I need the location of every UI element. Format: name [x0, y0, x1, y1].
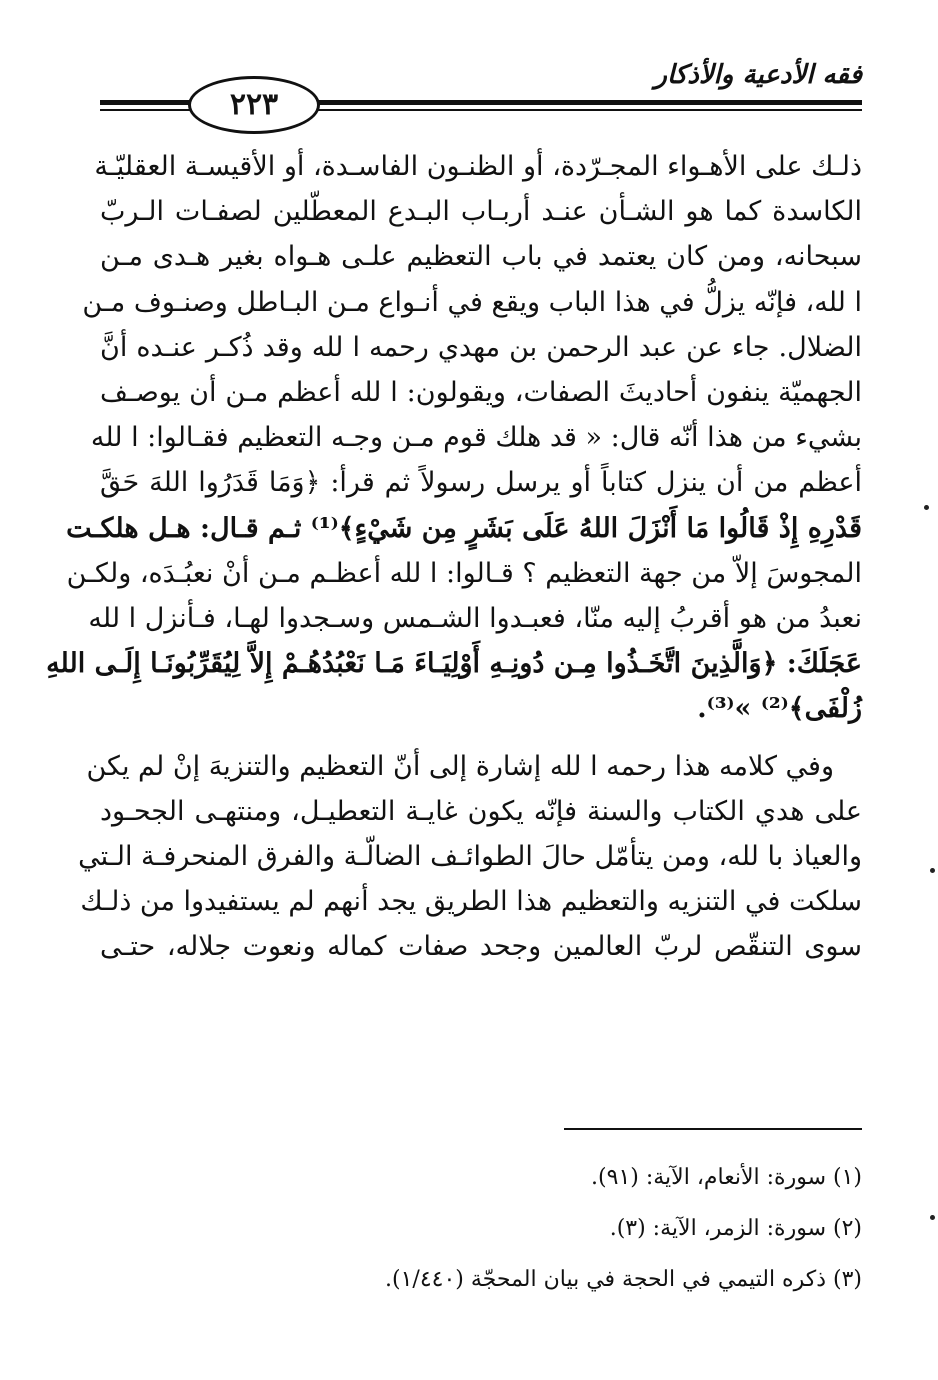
margin-dot: [930, 868, 935, 873]
quran-verse-line: قَدْرِهِ إِذْ قَالُوا مَا أَنْزَلَ اللهُ عَلَى بَشَرٍ مِن شَيْءٍ﴾⁽¹⁾ ثـم قـال: هـل هلكـت: [66, 512, 862, 544]
footnote-separator: [564, 1128, 862, 1130]
text-line: سوى التنقّص لربّ العالمين وجحد صفات كماله ونعوت جلاله، حتـى: [100, 931, 862, 963]
text-line: الجهميّة ينفون أحاديثَ الصفات، ويقولون: ا لله أعظم مـن أن يوصـف: [100, 377, 862, 409]
text-line: الضلال. جاء عن عبد الرحمن بن مهدي رحمه ا لله وقد ذُكـر عنـده أنَّ: [100, 331, 862, 363]
margin-dot: [924, 505, 929, 510]
margin-dot: [930, 1215, 935, 1220]
text-line: أعظم من أن ينزل كتاباً أو يرسل رسولاً ثم قرأ: ﴿وَمَا قَدَرُوا اللهَ حَقَّ: [100, 467, 862, 499]
footnote-2: (٢) سورة: الزمر، الآية: (٣).: [609, 1216, 862, 1241]
text-line: المجوسَ إلاّ من جهة التعظيم ؟ قـالوا: ا لله أعظـم مـن أنْ نعبُـدَه، ولكـن: [66, 557, 862, 589]
footnotes: [102, 1152, 862, 1305]
running-title: فقه الأدعية والأذكار: [654, 60, 862, 90]
text-line: الكاسدة كما هو الشـأن عنـد أربـاب البـدع المعطّلين لصفـات الـربّ: [100, 196, 862, 228]
text-line: سلكت في التنزيه والتعظيم هذا الطريق يجد أنهم لم يستفيدوا من ذلـك: [80, 886, 862, 918]
main-text: [46, 144, 862, 970]
text-line: والعياذ با لله، ومن يتأمّل حالَ الطوائـف الضالّـة والفرق المنحرفـة الـتي: [78, 841, 862, 873]
text-line: ذلـك على الأهـواء المجـرّدة، أو الظنـون الفاسـدة، أو الأقيسـة العقليّـة: [94, 151, 862, 182]
text-line: بشيء من هذا أنّه قال: « قد هلك قوم مـن وجـه التعظيم فقـالوا: ا لله: [90, 422, 862, 454]
text-line: ا لله، فإنّه يزلُّ في هذا الباب ويقع في أنـواع مـن البـاطل وصنـوف مـن: [82, 286, 862, 318]
text-line: على هدي الكتاب والسنة فإنّه يكون غايـة التعطيـل، ومنتهـى الجحـود: [100, 795, 862, 827]
page-number: ٢٢٣: [188, 76, 320, 134]
text-line: سبحانه، ومن كان يعتمد في باب التعظيم علـى هـواه بغير هـدى مـن: [100, 241, 862, 273]
paragraph-gap: [100, 732, 862, 744]
text-line: نعبدُ من هو أقربُ إليه منّا، فعبـدوا الشـمس وسـجدوا لهـا، فـأنزل ا لله: [88, 603, 862, 635]
page-header: [100, 50, 862, 130]
text-line: وفي كلامه هذا رحمه ا لله إشارة إلى أنّ التعظيم والتنزيهَ إنْ لم يكن: [86, 750, 834, 782]
footnote-3: (٣) ذكره التيمي في الحجة في بيان المحجّة (١/٤٤٠).: [385, 1267, 862, 1292]
quran-verse-line: عَجَلَكَ: ﴿وَالَّذِينَ اتَّخَـذُوا مِـن دُونِـهِ أَوْلِيَـاءَ مَـا نَعْبُدُهُـمْ إِلاَّ لِيُقَرِّبُونَـا إِلَـى اللهِ: [46, 648, 862, 680]
footnote-1: (١) سورة: الأنعام، الآية: (٩١).: [591, 1165, 862, 1190]
quran-verse-line: زُلْفَى﴾⁽²⁾ »⁽³⁾.: [697, 693, 862, 725]
